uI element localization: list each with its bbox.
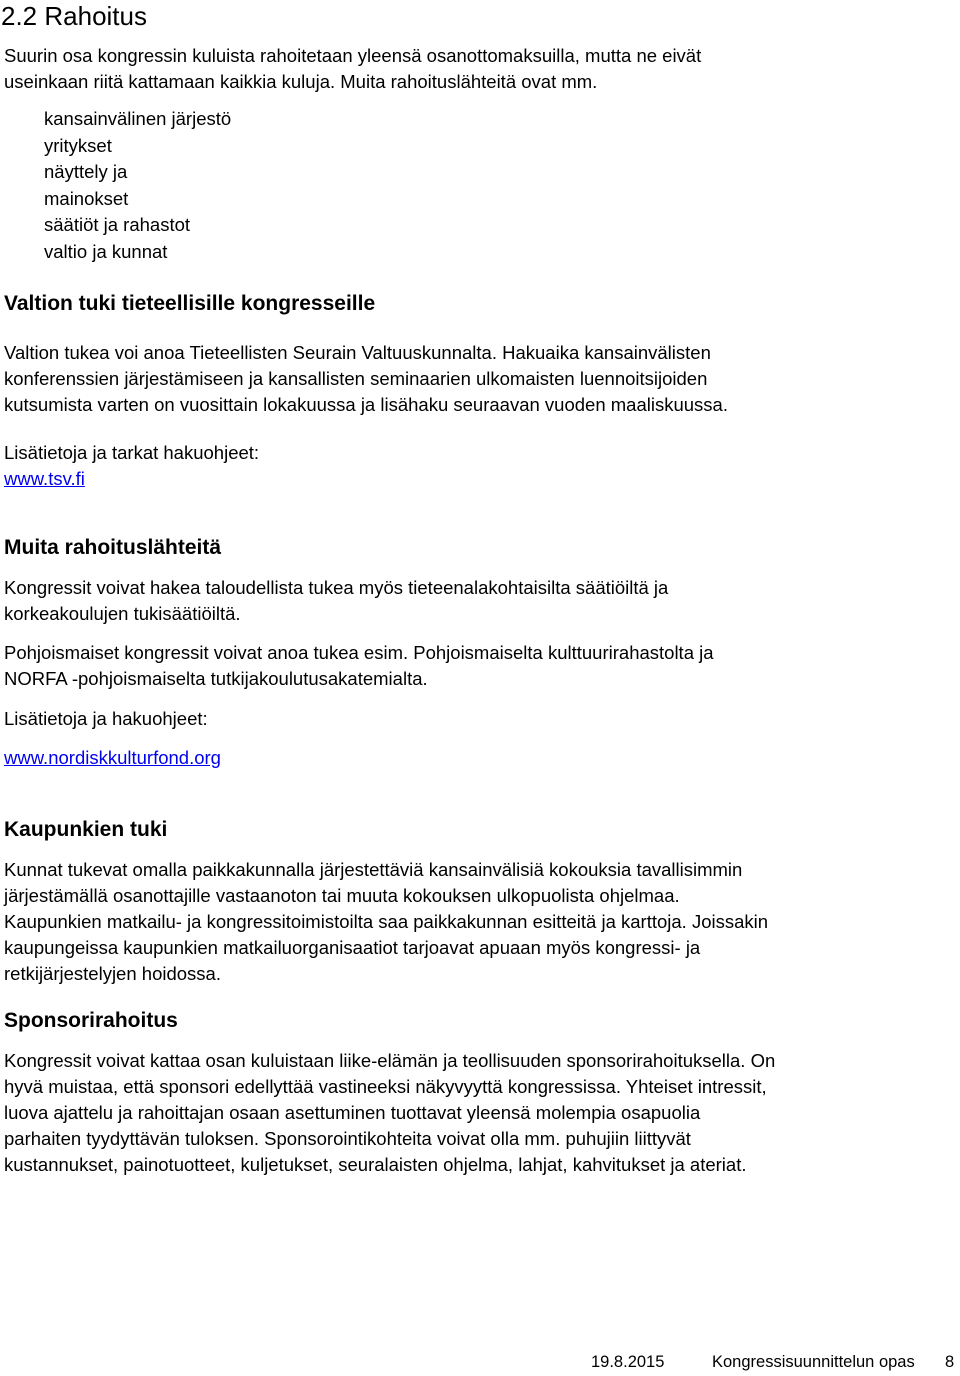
tsv-link-line (4, 466, 85, 492)
paragraph-line: konferenssien järjestämiseen ja kansallisten seminaarien ulkomaisten luennoitsijoiden (4, 368, 708, 389)
intro-line: useinkaan riitä kattamaan kaikkia kuluja. Muita rahoituslähteitä ovat mm. (4, 71, 598, 92)
section-title: 2.2 Rahoitus (1, 1, 147, 31)
paragraph-line: kutsumista varten on vuosittain lokakuussa ja lisähaku seuraavan vuoden maaliskuussa. (4, 394, 728, 415)
funding-sources-list (44, 106, 231, 265)
paragraph-line: korkeakoulujen tukisäätiöiltä. (4, 603, 241, 624)
info-label: Lisätietoja ja hakuohjeet: (4, 708, 208, 729)
paragraph-line: Kongressit voivat kattaa osan kuluistaan liike-elämän ja teollisuuden sponsorirahoituksella. On (4, 1050, 776, 1071)
paragraph-line: NORFA -pohjoismaiselta tutkijakoulutusakatemialta. (4, 668, 428, 689)
city-support-heading: Kaupunkien tuki (4, 818, 168, 841)
footer-date: 19.8.2015 (591, 1353, 665, 1371)
paragraph-line: kustannukset, painotuotteet, kuljetukset, seuralaisten ohjelma, lahjat, kahvitukset ja ateriat. (4, 1154, 747, 1175)
footer-doc-title: Kongressisuunnittelun opas (712, 1353, 915, 1371)
state-support-heading: Valtion tuki tieteellisille kongresseille (4, 292, 376, 315)
paragraph-line: luova ajattelu ja rahoittajan osaan asettuminen tuottavat yleensä molempia osapuolia (4, 1102, 701, 1123)
paragraph-line: retkijärjestelyjen hoidossa. (4, 963, 221, 984)
footer-page-number: 8 (945, 1353, 955, 1371)
nordisk-link-line (4, 745, 221, 771)
intro-line: Suurin osa kongressin kuluista rahoitetaan yleensä osanottomaksuilla, mutta ne eivät (4, 45, 702, 66)
paragraph-line: Kunnat tukevat omalla paikkakunnalla järjestettäviä kansainvälisiä kokouksia tavallisimmin (4, 859, 743, 880)
paragraph-line: järjestämällä osanottajille vastaanoton tai muuta kokouksen ulkopuolista ohjelmaa. (4, 885, 680, 906)
nordisk-link[interactable]: www.nordiskkulturfond.org (4, 747, 221, 768)
tsv-link[interactable]: www.tsv.fi (4, 468, 85, 489)
paragraph-line: Valtion tukea voi anoa Tieteellisten Seurain Valtuuskunnalta. Hakuaika kansainvälisten (4, 342, 711, 363)
paragraph-line: kaupungeissa kaupunkien matkailuorganisaatiot tarjoavat apuaan myös kongressi- ja (4, 937, 701, 958)
paragraph-line: Pohjoismaiset kongressit voivat anoa tukea esim. Pohjoismaiselta kulttuurirahastolta ja (4, 642, 714, 663)
info-label: Lisätietoja ja tarkat hakuohjeet: (4, 442, 260, 463)
paragraph-line: Kaupunkien matkailu- ja kongressitoimistoilta saa paikkakunnan esitteitä ja karttoja. Joissakin (4, 911, 769, 932)
list-item: kansainvälinen järjestö (44, 108, 232, 129)
other-sources-heading: Muita rahoituslähteitä (4, 536, 222, 559)
list-item: yritykset (44, 134, 112, 156)
sponsorship-heading: Sponsorirahoitus (4, 1009, 178, 1032)
list-item: säätiöt ja rahastot (44, 214, 191, 235)
list-item: valtio ja kunnat (44, 240, 168, 262)
paragraph-line: hyvä muistaa, että sponsori edellyttää vastineeksi näkyvyyttä kongressissa. Yhteiset intressit, (4, 1076, 767, 1097)
list-item: näyttely ja (44, 161, 128, 182)
list-item: mainokset (44, 187, 129, 209)
paragraph-line: parhaiten tyydyttävän tuloksen. Sponsorointikohteita voivat olla mm. puhujiin liittyvät (4, 1128, 691, 1149)
paragraph-line: Kongressit voivat hakea taloudellista tukea myös tieteenalakohtaisilta säätiöiltä ja (4, 577, 669, 598)
